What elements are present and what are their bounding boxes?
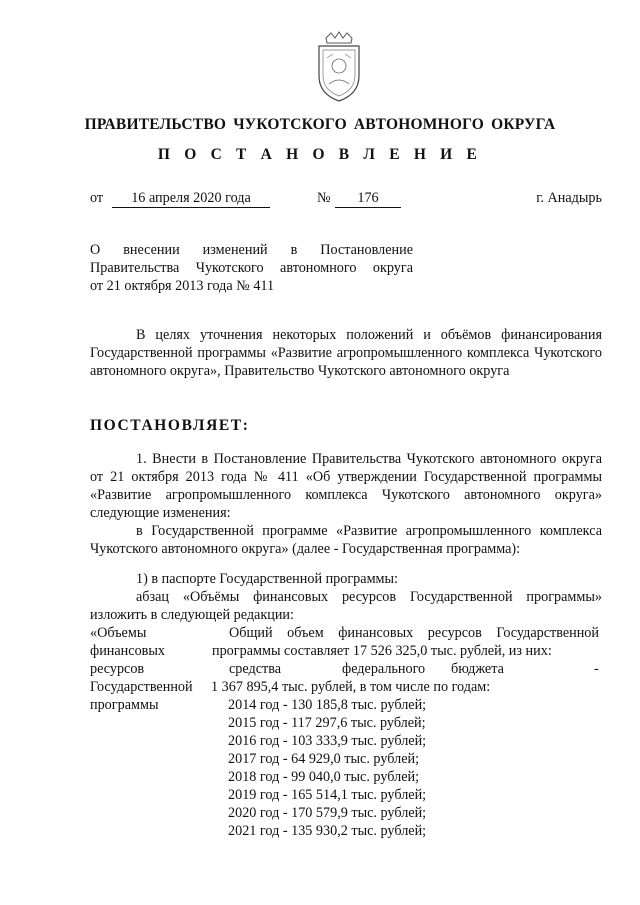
list-item: 2019 год - 165 514,1 тыс. рублей; xyxy=(228,787,427,803)
table-right-cell: Общий объем финансовых ресурсов Государственной xyxy=(229,625,599,641)
resolves-heading: ПОСТАНОВЛЯЕТ: xyxy=(90,417,250,434)
table-right-word: федерального xyxy=(342,661,426,677)
subject-line: О внесении изменений в Постановление xyxy=(90,242,413,258)
funding-by-year-list xyxy=(228,696,426,840)
subject-line: Правительства Чукотского автономного округа xyxy=(90,260,413,276)
document-type: П О С Т А Н О В Л Е Н И Е xyxy=(157,146,483,163)
document-date: 16 апреля 2020 года xyxy=(131,190,251,206)
from-label: от xyxy=(90,190,104,206)
sub-item-1: 1) в паспорте Государственной программы: xyxy=(136,571,399,587)
list-item: 2015 год - 117 297,6 тыс. рублей; xyxy=(228,715,426,731)
table-right-word: бюджета xyxy=(451,661,504,677)
table-left-cell: программы xyxy=(90,697,159,713)
table-left-cell: ресурсов xyxy=(90,661,145,677)
table-right-cell: программы составляет 17 526 325,0 тыс. рублей, из них: xyxy=(212,643,552,659)
city: г. Анадырь xyxy=(536,190,602,206)
item-1-sub: в Государственной программе «Развитие агропромышленного комплекса Чукотского автономного округа» (далее - Государственная программа): xyxy=(90,523,602,557)
number-label: № xyxy=(317,190,331,206)
list-item: 2014 год - 130 185,8 тыс. рублей; xyxy=(228,697,427,713)
document-subject xyxy=(90,241,413,295)
paragraph-instruction: абзац «Объёмы финансовых ресурсов Государственной программы» изложить в следующей редакции: xyxy=(90,589,602,623)
subject-line: от 21 октября 2013 года № 411 xyxy=(90,278,275,294)
government-title: ПРАВИТЕЛЬСТВО ЧУКОТСКОГО АВТОНОМНОГО ОКРУГА xyxy=(84,116,556,133)
table-left-cell: финансовых xyxy=(90,643,165,659)
list-item: 2020 год - 170 579,9 тыс. рублей; xyxy=(228,805,427,821)
table-left-cell: «Объемы xyxy=(90,625,147,641)
coat-of-arms-icon xyxy=(313,30,365,104)
list-item: 2018 год - 99 040,0 тыс. рублей; xyxy=(228,769,420,785)
table-left-cell: Государственной xyxy=(90,679,193,695)
table-right-cell: 1 367 895,4 тыс. рублей, в том числе по годам: xyxy=(211,679,491,695)
list-item: 2016 год - 103 333,9 тыс. рублей; xyxy=(228,733,427,749)
table-right-word: - xyxy=(594,661,599,677)
document-number: 176 xyxy=(357,190,379,206)
date-number-line xyxy=(90,190,602,210)
list-item: 2017 год - 64 929,0 тыс. рублей; xyxy=(228,751,420,767)
list-item: 2021 год - 135 930,2 тыс. рублей; xyxy=(228,823,427,839)
item-1: 1. Внести в Постановление Правительства Чукотского автономного округа от 21 октября 2013 года № 411 «Об утверждении Государственной программы «Развитие агропромышленного комплекса Чукотского автономного округа» следующие изменения: xyxy=(90,451,602,521)
preamble: В целях уточнения некоторых положений и объёмов финансирования Государственной программы «Развитие агропромышленного комплекса Чукотского автономного округа», Правительство Чукотского автономного округа xyxy=(90,327,602,379)
table-right-word: средства xyxy=(229,661,282,677)
